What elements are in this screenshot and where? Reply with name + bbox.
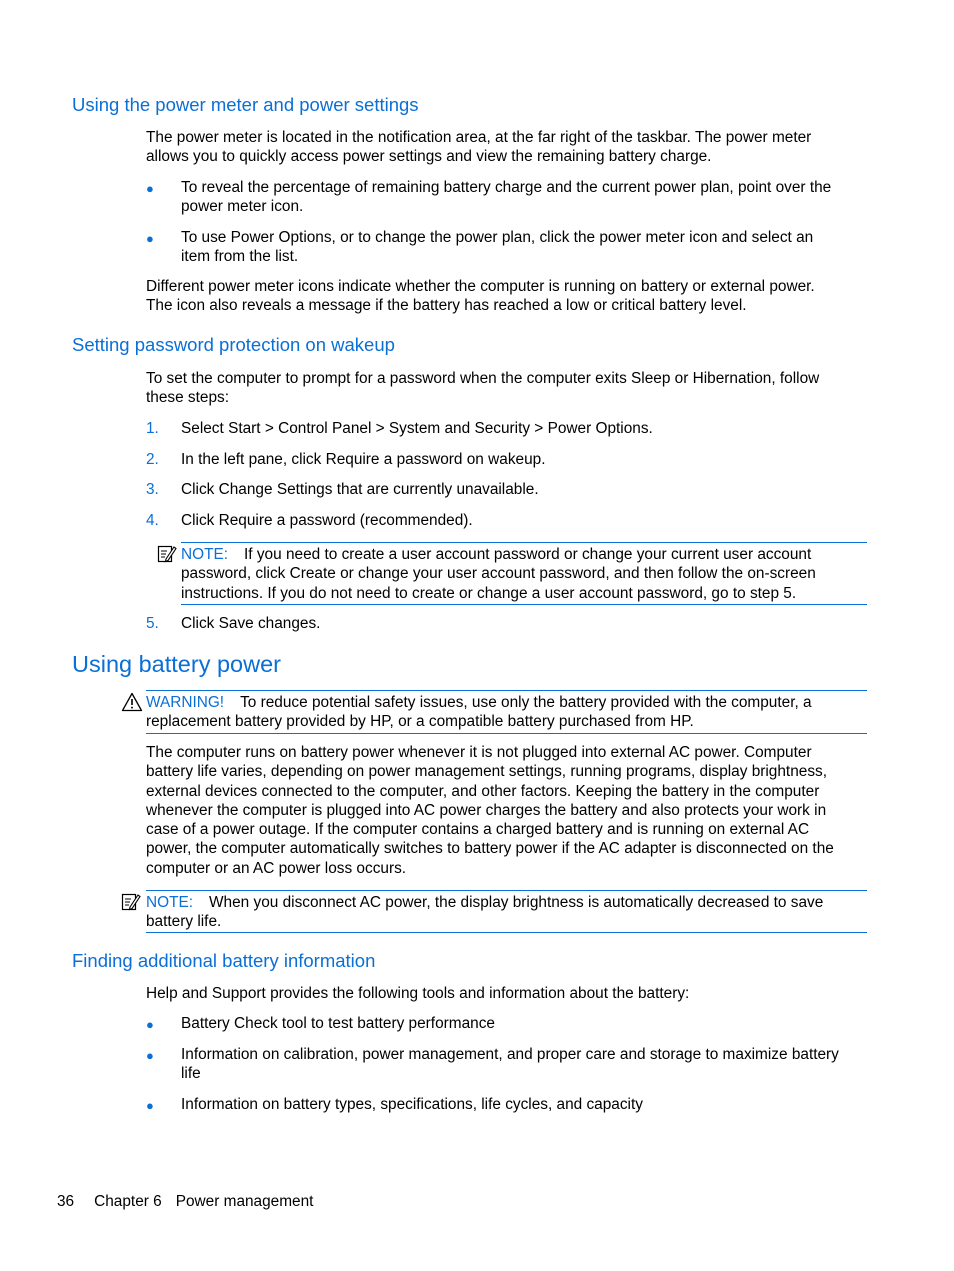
step-ui-label: Save changes	[218, 615, 317, 632]
warning-label: WARNING!	[146, 694, 225, 711]
step-text: Select	[181, 420, 229, 437]
list-item	[181, 1045, 881, 1084]
list-item: Information on battery types, specifications, life cycles, and capacity	[181, 1096, 643, 1113]
section-heading-password-protection: Setting password protection on wakeup	[72, 334, 395, 355]
note-line	[181, 564, 867, 583]
section-heading-battery-power: Using battery power	[72, 651, 281, 677]
step-number: 3.	[146, 481, 159, 498]
step-number: 2.	[146, 451, 159, 468]
step-number: 5.	[146, 615, 159, 632]
note-line	[181, 545, 867, 564]
note-label: NOTE:	[181, 546, 229, 563]
step-5	[181, 614, 320, 633]
step-ui-label: Require a password on wakeup	[325, 451, 542, 468]
bullet-icon: ●	[146, 231, 154, 246]
text-line: power meter icon.	[181, 198, 304, 216]
note-icon	[121, 892, 141, 912]
note-text: battery life.	[146, 913, 222, 931]
note-top-rule	[181, 542, 867, 543]
step-ui-label: Change Settings that are currently unavailable	[218, 481, 535, 498]
note-text: , and then follow the on-screen	[605, 565, 816, 583]
text-line: The power meter is located in the notification area, at the far right of the taskbar. The power meter	[146, 129, 812, 146]
page-number: 36	[57, 1193, 75, 1210]
text-line: To use Power Options, or to change the power plan, click the power meter icon and select an	[181, 229, 814, 246]
note-text: instructions. If you do not need to create or change a user account password, go to step 5.	[181, 584, 797, 602]
note-bottom-rule	[181, 604, 867, 605]
text-line: Information on calibration, power management, and proper care and storage to maximize battery	[181, 1046, 839, 1063]
step-text: .	[648, 420, 653, 437]
step-text: .	[534, 481, 539, 498]
step-text: .	[541, 451, 546, 468]
step-4	[181, 511, 473, 530]
step-1	[181, 419, 653, 438]
step-2	[181, 450, 545, 469]
note-text: If you need to create a user account password or change your current user account	[244, 546, 812, 563]
note-text: When you disconnect AC power, the display brightness is automatically decreased to save	[209, 894, 824, 911]
section-heading-battery-info: Finding additional battery information	[72, 950, 376, 971]
step-ui-path: Start > Control Panel > System and Security > Power Options	[228, 420, 649, 437]
note-label: NOTE:	[146, 894, 194, 911]
text-line: Different power meter icons indicate whether the computer is running on battery or external power.	[146, 278, 815, 295]
text-line: computer or an AC power loss occurs.	[146, 859, 407, 877]
note-line	[146, 893, 867, 912]
text-line: life	[181, 1065, 201, 1083]
warning-text: replacement battery provided by HP, or a compatible battery purchased from HP.	[146, 713, 694, 731]
warning-box	[146, 693, 867, 732]
list-item	[181, 228, 881, 267]
bullet-icon: ●	[146, 181, 154, 196]
page-footer	[57, 1192, 313, 1211]
warning-text: To reduce potential safety issues, use only the battery provided with the computer, a	[240, 694, 812, 711]
note-box	[146, 893, 867, 932]
bullet-icon: ●	[146, 1017, 154, 1032]
text-line: power, the computer automatically switches to battery power if the AC adapter is disconnected on the	[146, 840, 834, 858]
note-ui-label: Create or change your user account password	[289, 565, 606, 583]
step-text: .	[468, 512, 473, 529]
chapter-title: Power management	[175, 1193, 314, 1210]
step-number: 4.	[146, 512, 159, 529]
warning-icon	[121, 692, 143, 712]
text-line: these steps:	[146, 389, 229, 407]
bullet-icon: ●	[146, 1098, 154, 1113]
text-line: allows you to quickly access power settings and view the remaining battery charge.	[146, 148, 712, 166]
warning-top-rule	[146, 690, 867, 691]
section-heading-power-meter: Using the power meter and power settings	[72, 94, 419, 115]
step-text: Click	[181, 615, 219, 632]
chapter-label: Chapter 6	[94, 1193, 162, 1210]
note-icon	[157, 544, 177, 564]
note-bottom-rule	[146, 932, 867, 933]
paragraph	[146, 743, 876, 878]
step-number: 1.	[146, 420, 159, 437]
note-box	[181, 545, 867, 603]
list-item: Battery Check tool to test battery performance	[181, 1015, 495, 1032]
paragraph: Help and Support provides the following tools and information about the battery:	[146, 985, 690, 1002]
text-line: battery life varies, depending on power management settings, running programs, display brightness,	[146, 763, 827, 781]
warning-bottom-rule	[146, 733, 867, 734]
bullet-icon: ●	[146, 1048, 154, 1063]
text-line: To reveal the percentage of remaining battery charge and the current power plan, point over the	[181, 179, 832, 196]
text-line: case of a power outage. If the computer contains a charged battery and is running on external AC	[146, 821, 810, 839]
paragraph	[146, 128, 876, 167]
text-line: whenever the computer is plugged into AC power charges the battery and also protects your work in	[146, 801, 827, 819]
list-item	[181, 178, 881, 217]
step-text: .	[316, 615, 321, 632]
step-text: Click	[181, 512, 219, 529]
step-text: In the left pane, click	[181, 451, 326, 468]
text-line: item from the list.	[181, 248, 299, 266]
text-line: To set the computer to prompt for a password when the computer exits Sleep or Hibernation, follow	[146, 370, 820, 387]
text-line: The computer runs on battery power whenever it is not plugged into external AC power. Computer	[146, 744, 812, 761]
paragraph	[146, 369, 876, 408]
text-line: The icon also reveals a message if the battery has reached a low or critical battery level.	[146, 297, 747, 315]
note-text: password, click	[181, 565, 290, 583]
step-text: Click	[181, 481, 219, 498]
step-3	[181, 480, 539, 499]
warning-line	[146, 693, 867, 712]
text-line: external devices connected to the computer, and other factors. Keeping the battery in the computer	[146, 782, 820, 800]
paragraph	[146, 277, 876, 316]
note-top-rule	[146, 890, 867, 891]
step-ui-label: Require a password (recommended)	[218, 512, 469, 529]
